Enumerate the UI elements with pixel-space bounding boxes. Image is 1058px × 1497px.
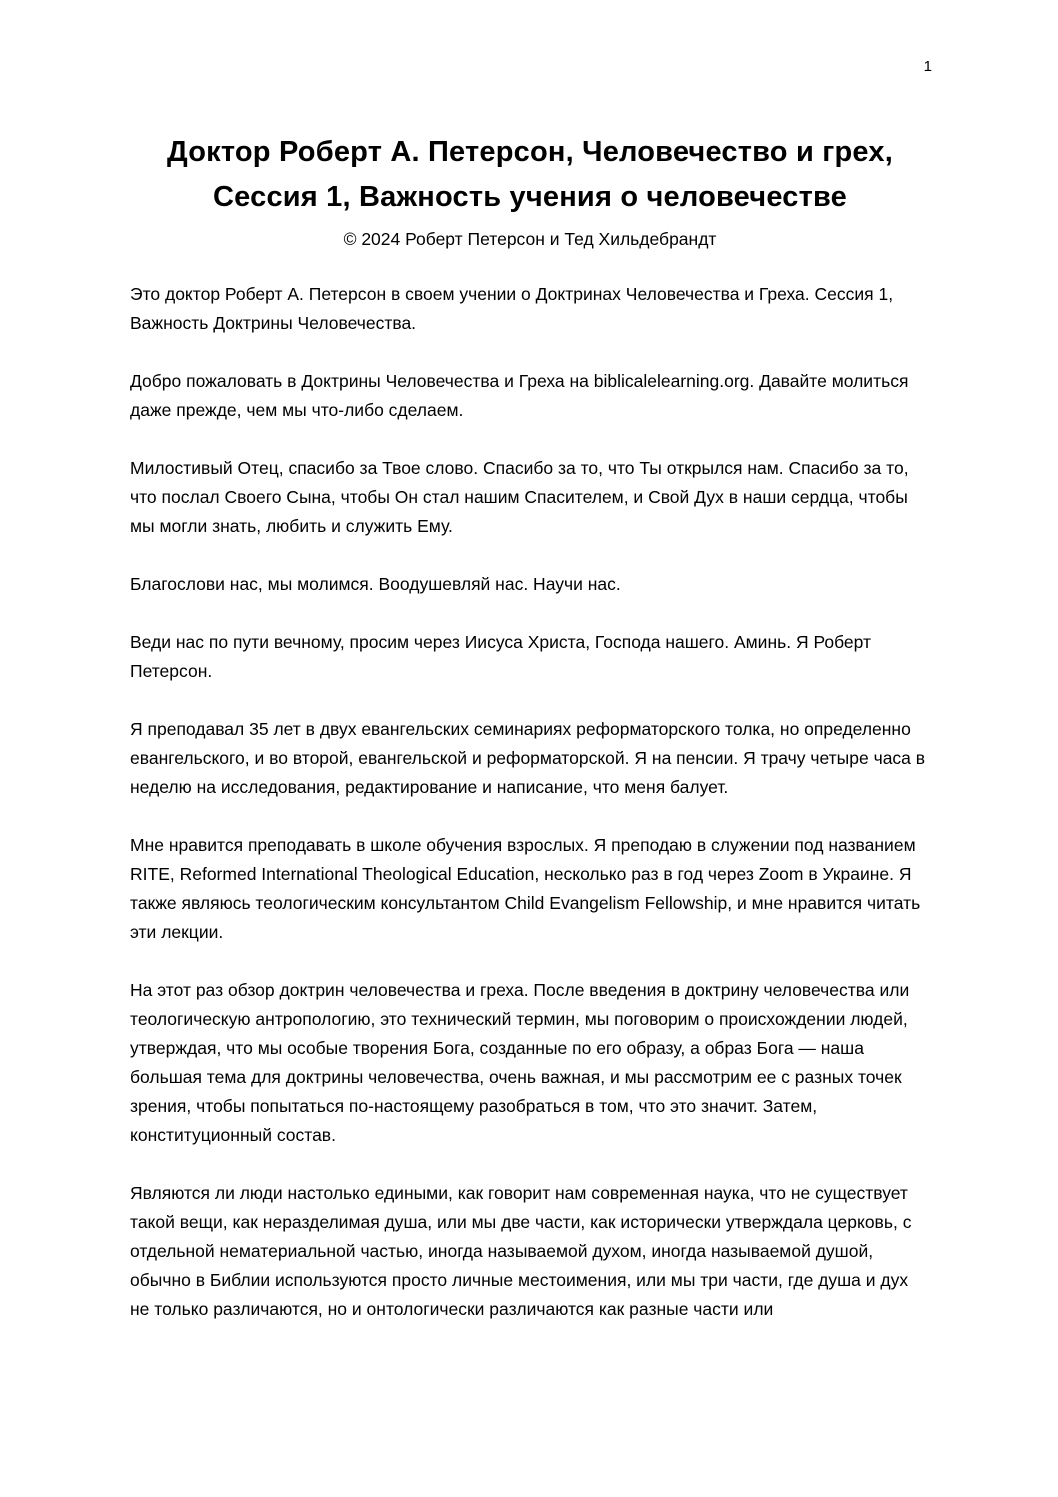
paragraph-8: На этот раз обзор доктрин человечества и греха. После введения в доктрину человечества или теологическую антропологию, это технический термин, мы поговорим о происхождении людей, утверждая, что мы особые творения Бога, созданные по его образу, а образ Бога — наша большая тема для доктрины человечества, очень важная, и мы рассмотрим ее с разных точек зрения, чтобы попытаться по-настоящему разобраться в том, что это значит. Затем, конституционный состав. <box>130 980 910 1146</box>
document-title <box>130 130 930 220</box>
title-line-2: Сессия 1, Важность учения о человечестве <box>213 180 847 213</box>
paragraph-7: Мне нравится преподавать в школе обучения взрослых. Я преподаю в служении под названием RITE, Reformed International Theological Education, несколько раз в год через Zoom в Украине. Я также являюсь теологическим консультантом Child Evangelism Fellowship, и мне нравится читать эти лекции. <box>130 835 921 943</box>
paragraph-4: Благослови нас, мы молимся. Воодушевляй нас. Научи нас. <box>130 574 621 595</box>
paragraph-2: Добро пожаловать в Доктрины Человечества и Греха на biblicalelearning.org. Давайте молиться даже прежде, чем мы что-либо сделаем. <box>130 371 909 421</box>
title-line-1: Доктор Роберт А. Петерсон, Человечество и грех, <box>167 136 893 168</box>
paragraph-1: Это доктор Роберт А. Петерсон в своем учении о Доктринах Человечества и Греха. Сессия 1, Важность Доктрины Человечества. <box>130 284 894 334</box>
paragraph-3: Милостивый Отец, спасибо за Твое слово. Спасибо за то, что Ты открылся нам. Спасибо за то, что послал Своего Сына, чтобы Он стал нашим Спасителем, и Свой Дух в наши сердца, чтобы мы могли знать, любить и служить Ему. <box>130 458 909 537</box>
paragraph-9: Являются ли люди настолько едиными, как говорит нам современная наука, что не существует такой вещи, как неразделимая душа, или мы две части, как исторически утверждала церковь, с отдельной нематериальной частью, иногда называемой духом, иногда называемой душой, обычно в Библии используются просто личные местоимения, или мы три части, где душа и дух не только различаются, но и онтологически различаются как разные части или <box>130 1183 912 1320</box>
paragraph-6: Я преподавал 35 лет в двух евангельских семинариях реформаторского толка, но определенно евангельского, и во второй, евангельской и реформаторской. Я на пенсии. Я трачу четыре часа в неделю на исследования, редактирование и написание, что меня балует. <box>130 719 926 798</box>
paragraph-5: Веди нас по пути вечному, просим через Иисуса Христа, Господа нашего. Аминь. Я Роберт Петерсон. <box>130 632 872 682</box>
page-number: 1 <box>923 58 932 75</box>
copyright-line: © 2024 Роберт Петерсон и Тед Хильдебрандт <box>343 228 717 249</box>
document-body <box>130 280 930 1324</box>
